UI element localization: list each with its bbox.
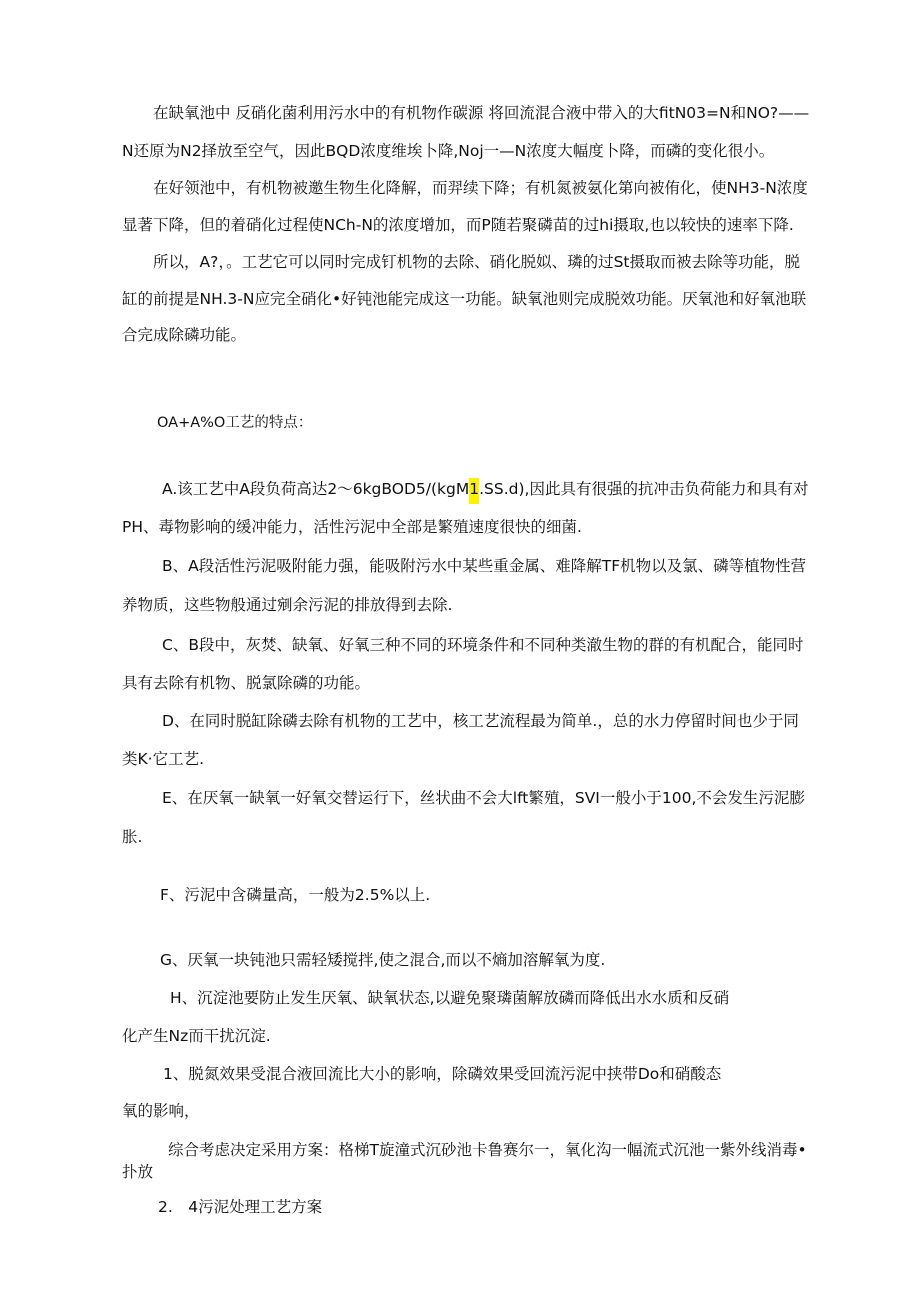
section-heading: OA+A%O工艺的特点： <box>157 415 313 431</box>
item-b-line-2: 养物质，这些物般通过剜余污泥的排放得到去除. <box>122 596 453 614</box>
paragraph-anoxic-line-2: N还原为N2择放至空气，因此BQD浓度维埃卜降,Noj一—N浓度大幅度卜降，而磷的变化很小。 <box>122 142 775 160</box>
paragraph-summary-line-2: 缸的前提是NH.3-N应完全硝化•好钝池能完成这一功能。缺氧池则完成脱效功能。厌氧池和好氧池联 <box>122 290 807 308</box>
item-e-line-1: E、在厌氧一缺氧一好氧交替运行下，丝状曲不会大lft繁殖，SVI一般小于100,不会发生污泥膨 <box>162 789 805 807</box>
item-1-line-2: 氧的影响， <box>122 1102 200 1120</box>
item-h-line-2: 化产生Nz而干扰沉淀. <box>122 1027 271 1045</box>
scheme-line-1: 综合考虑决定采用方案：格梯T旋潼式沉砂池卡鲁赛尔一，氧化沟一幅流式沉池一紫外线消毒• <box>168 1141 807 1159</box>
item-a-text-end: .SS.d),因此具有很强的抗冲击负荷能力和具有对 <box>479 480 809 498</box>
item-b-line-1: B、A段活性污泥吸附能力强，能吸附污水中某些重金属、难降解TF机物以及氯、磷等植物性营 <box>162 557 807 575</box>
paragraph-aerobic-line-1: 在好领池中，有机物被邀生物生化降解，而羿续下降；有机氮被氨化第向被侑化，使NH3-N浓度 <box>153 179 808 197</box>
highlighted-character: 1 <box>469 478 479 504</box>
item-1-line-1: 1、脱氮效果受混合液回流比大小的影响，除磷效果受回流污泥中挟带Do和硝酸态 <box>163 1065 722 1083</box>
scheme-line-2: 扑放 <box>122 1163 154 1181</box>
paragraph-summary-line-3: 合完成除磷功能。 <box>122 326 247 344</box>
section-2-4-heading: 2. 4污泥处理工艺方案 <box>158 1198 323 1216</box>
item-d-line-2: 类K·它工艺. <box>122 750 205 768</box>
item-f-line-1: F、污泥中含磷量高，一般为2.5%以上. <box>160 886 431 904</box>
paragraph-aerobic-line-2: 显著下降，但的着硝化过程使NCh-N的浓度增加，而P随若聚磷苗的过hi摄取,也以较快的速率下降. <box>122 216 794 234</box>
item-c-line-2: 具有去除有机物、脱氯除磷的功能。 <box>122 674 371 692</box>
item-e-line-2: 胀. <box>122 828 143 846</box>
item-d-line-1: D、在同时脱缸除磷去除有机物的工艺中，核工艺流程最为简单.，总的水力停留时间也少于同 <box>162 712 799 730</box>
paragraph-summary-line-1: 所以，A?，。工艺它可以同时完成钉机物的去除、硝化脱姒、璘的过St摄取而被去除等功能，脱 <box>153 253 800 271</box>
item-a-text-start: A.该工艺中A段负荷高达2〜6kgBOD5/(kgM <box>162 480 470 498</box>
item-a-line-2: PH、毒物影响的缓冲能力，活性污泥中全部是繁殖速度很快的细菌. <box>122 518 582 536</box>
item-h-line-1: H、沉淀池要防止发生厌氧、缺氧状态,以避免聚璘菌解放磷而降低出水水质和反硝 <box>170 989 730 1007</box>
item-g-line-1: G、厌氧一块钝池只需轻矮搅拌,使之混合,而以不熵加溶解氧为度. <box>160 951 606 969</box>
item-a-line-1 <box>162 478 808 500</box>
item-c-line-1: C、B段中，灰焚、缺氧、好氧三种不同的环境条件和不同种类澈生物的群的有机配合，能同时 <box>162 636 804 654</box>
paragraph-anoxic-line-1: 在缺氧池中 反硝化菌利用污水中的有机物作碳源 将回流混合液中带入的大fitN03=N和NO?—— <box>153 104 810 122</box>
